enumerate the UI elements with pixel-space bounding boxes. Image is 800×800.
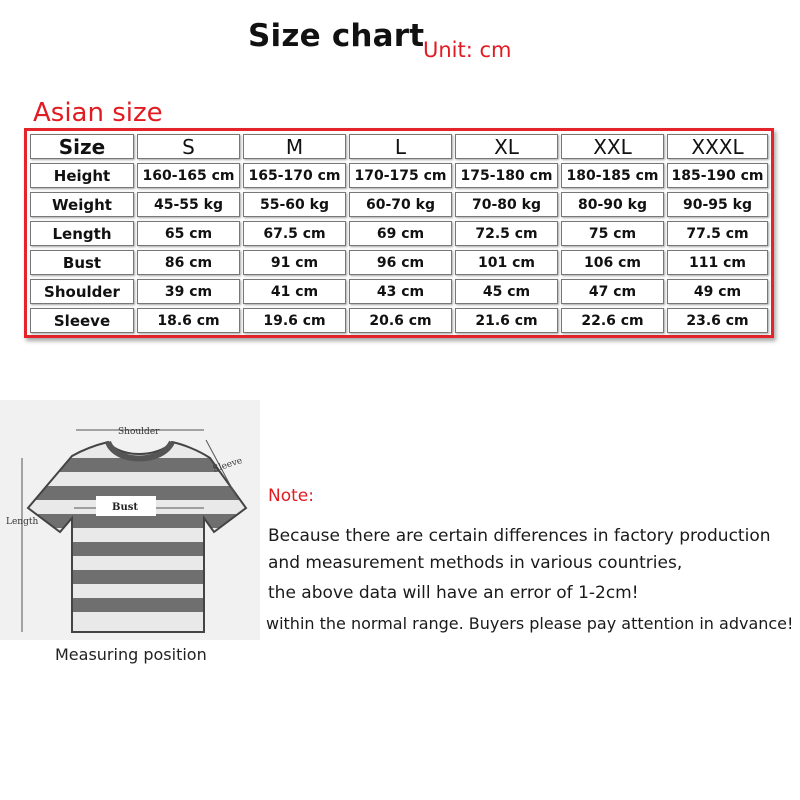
diagram-caption: Measuring position: [55, 645, 207, 664]
table-cell: 70-80 kg: [455, 192, 558, 217]
table-row: [27, 218, 771, 247]
table-cell: 180-185 cm: [561, 163, 664, 188]
table-cell: 65 cm: [137, 221, 240, 246]
region-label: Asian size: [33, 98, 163, 128]
table-cell: 19.6 cm: [243, 308, 346, 333]
header-cell: XXL: [561, 134, 664, 159]
table-cell: 75 cm: [561, 221, 664, 246]
row-label: Sleeve: [30, 308, 134, 333]
page-title: Size chart: [248, 18, 425, 54]
table-row: [27, 160, 771, 189]
table-header-row: [27, 131, 771, 160]
note-line: and measurement methods in various countries,: [268, 553, 683, 573]
table-cell: 43 cm: [349, 279, 452, 304]
table-cell: 20.6 cm: [349, 308, 452, 333]
header-cell: L: [349, 134, 452, 159]
row-label: Bust: [30, 250, 134, 275]
table-cell: 60-70 kg: [349, 192, 452, 217]
bust-label: Bust: [112, 502, 138, 513]
table-cell: 18.6 cm: [137, 308, 240, 333]
table-cell: 86 cm: [137, 250, 240, 275]
row-label: Shoulder: [30, 279, 134, 304]
table-cell: 23.6 cm: [667, 308, 768, 333]
shoulder-label: Shoulder: [118, 427, 160, 437]
table-row: [27, 247, 771, 276]
table-row: [27, 189, 771, 218]
table-cell: 165-170 cm: [243, 163, 346, 188]
header-cell-size: Size: [30, 134, 134, 159]
table-cell: 91 cm: [243, 250, 346, 275]
table-cell: 106 cm: [561, 250, 664, 275]
row-label: Length: [30, 221, 134, 246]
table-cell: 49 cm: [667, 279, 768, 304]
header-cell: XXXL: [667, 134, 768, 159]
tshirt-illustration: [0, 400, 260, 640]
table-cell: 72.5 cm: [455, 221, 558, 246]
table-cell: 45 cm: [455, 279, 558, 304]
table-cell: 55-60 kg: [243, 192, 346, 217]
table-cell: 77.5 cm: [667, 221, 768, 246]
header-cell: S: [137, 134, 240, 159]
table-cell: 47 cm: [561, 279, 664, 304]
header-cell: M: [243, 134, 346, 159]
measuring-diagram: [0, 400, 260, 680]
table-cell: 170-175 cm: [349, 163, 452, 188]
table-cell: 80-90 kg: [561, 192, 664, 217]
note-title: Note:: [268, 486, 314, 506]
table-cell: 41 cm: [243, 279, 346, 304]
table-cell: 101 cm: [455, 250, 558, 275]
table-row: [27, 276, 771, 305]
table-cell: 185-190 cm: [667, 163, 768, 188]
table-cell: 21.6 cm: [455, 308, 558, 333]
note-line: the above data will have an error of 1-2cm!: [268, 583, 639, 603]
table-cell: 90-95 kg: [667, 192, 768, 217]
table-cell: 39 cm: [137, 279, 240, 304]
row-label: Height: [30, 163, 134, 188]
table-cell: 111 cm: [667, 250, 768, 275]
table-cell: 22.6 cm: [561, 308, 664, 333]
size-table: [24, 128, 774, 338]
note-line: Because there are certain differences in factory production: [268, 526, 771, 546]
table-cell: 96 cm: [349, 250, 452, 275]
table-cell: 45-55 kg: [137, 192, 240, 217]
table-row: [27, 305, 771, 334]
table-cell: 175-180 cm: [455, 163, 558, 188]
table-cell: 67.5 cm: [243, 221, 346, 246]
table-cell: 160-165 cm: [137, 163, 240, 188]
sleeve-label: Sleeve: [211, 456, 244, 475]
length-label: Length: [6, 517, 39, 527]
row-label: Weight: [30, 192, 134, 217]
unit-label: Unit: cm: [423, 38, 512, 62]
header-cell: XL: [455, 134, 558, 159]
note-line: within the normal range. Buyers please pay attention in advance!: [266, 614, 794, 633]
table-cell: 69 cm: [349, 221, 452, 246]
